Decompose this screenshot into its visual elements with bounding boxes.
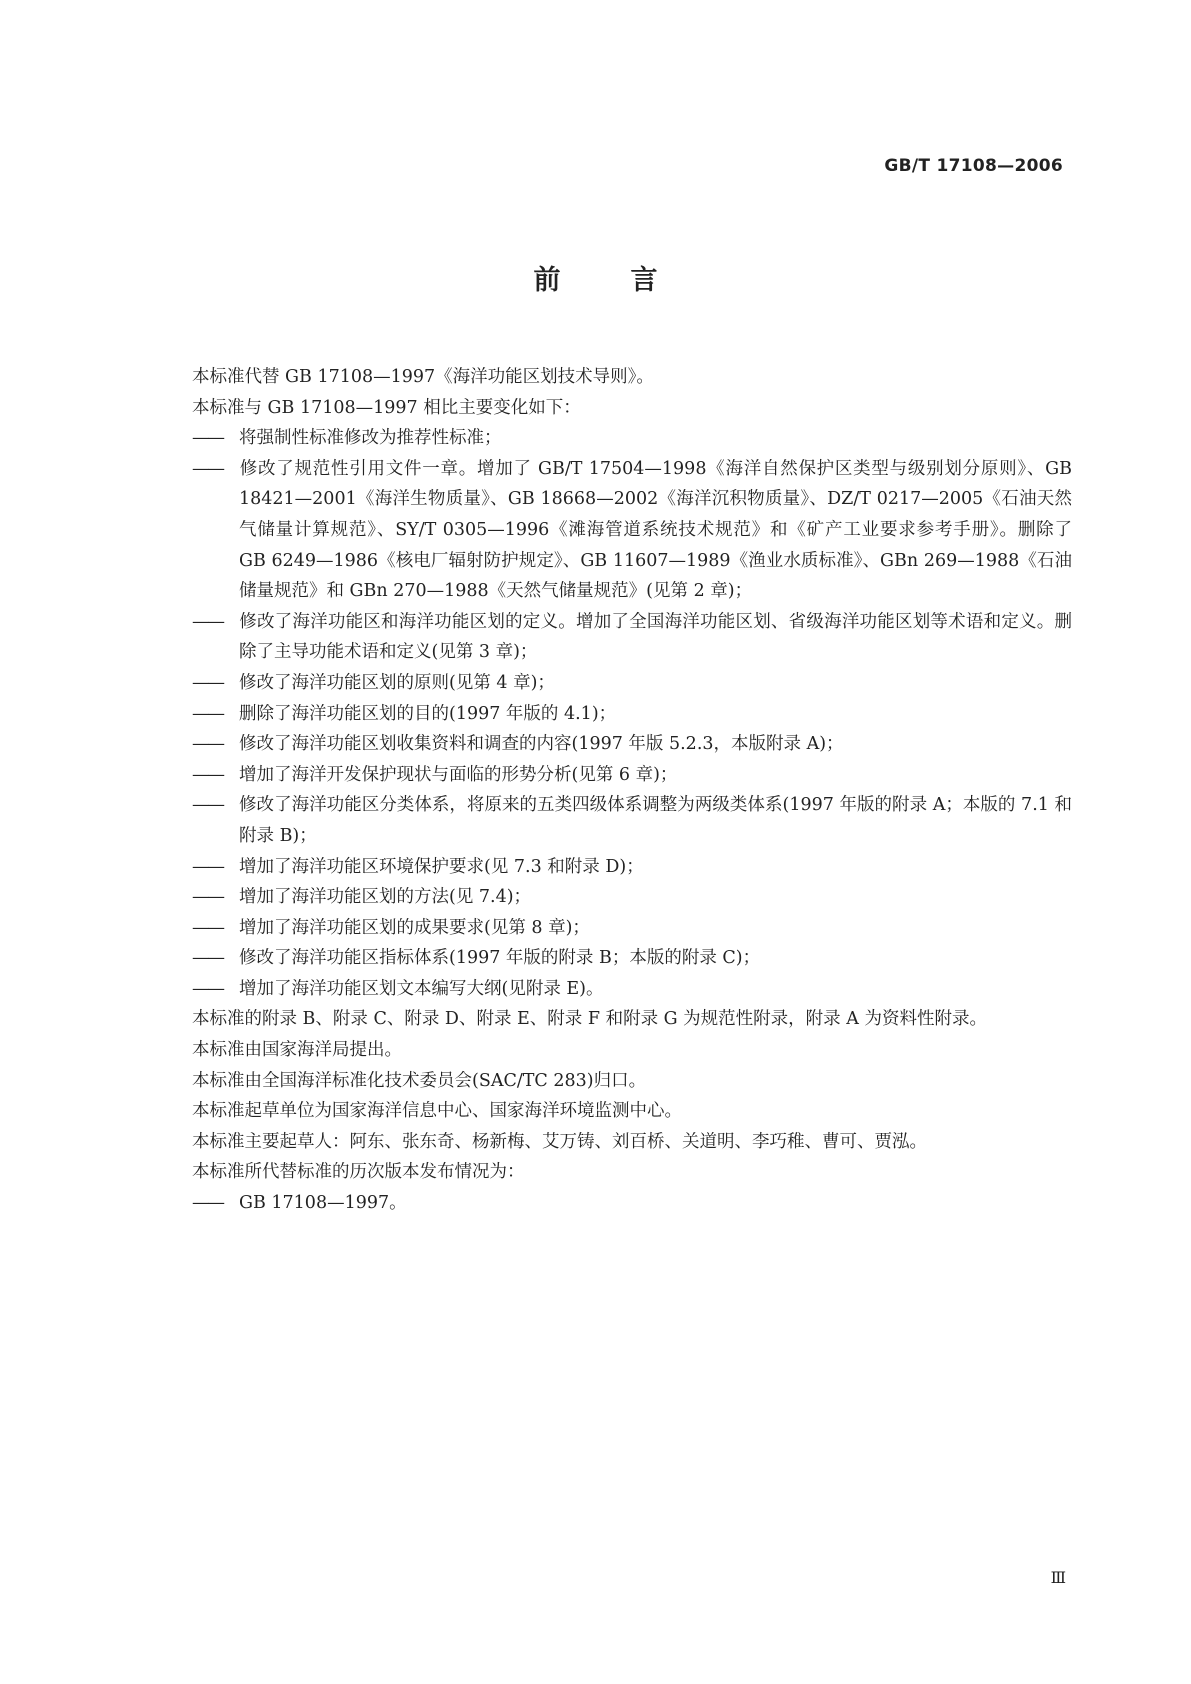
history-item: —— GB 17108—1997。 xyxy=(192,1193,407,1214)
committee-statement: 本标准由全国海洋标准化技术委员会(SAC/TC 283)归口。 xyxy=(192,1070,647,1091)
title-char-1: 前 xyxy=(533,265,561,296)
change-item: —— 增加了海洋功能区划文本编写大纲(见附录 E)。 xyxy=(192,978,604,999)
change-item: —— 修改了海洋功能区划的原则(见第 4 章)； xyxy=(192,672,555,693)
change-item: —— 修改了海洋功能区指标体系(1997 年版的附录 B；本版的附录 C)； xyxy=(192,948,761,969)
change-item: —— 修改了海洋功能区划收集资料和调查的内容(1997 年版 5.2.3，本版附录 A)； xyxy=(192,734,844,755)
page-title xyxy=(0,258,1191,297)
page-number: Ⅲ xyxy=(1050,1568,1066,1587)
intro-paragraph-changes: 本标准与 GB 17108—1997 相比主要变化如下： xyxy=(192,397,581,418)
proposer-statement: 本标准由国家海洋局提出。 xyxy=(192,1040,402,1061)
drafting-units-statement: 本标准起草单位为国家海洋信息中心、国家海洋环境监测中心。 xyxy=(192,1101,682,1122)
change-item: —— 增加了海洋开发保护现状与面临的形势分析(见第 6 章)； xyxy=(192,764,678,785)
change-item: —— 删除了海洋功能区划的目的(1997 年版的 4.1)； xyxy=(192,703,617,724)
change-item: —— 增加了海洋功能区划的方法(见 7.4)； xyxy=(192,887,532,908)
change-item: —— 增加了海洋功能区环境保护要求(见 7.3 和附录 D)； xyxy=(192,856,644,877)
appendix-statement: 本标准的附录 B、附录 C、附录 D、附录 E、附录 F 和附录 G 为规范性附录，附录 A 为资料性附录。 xyxy=(192,1009,987,1030)
history-statement: 本标准所代替标准的历次版本发布情况为： xyxy=(192,1162,525,1183)
title-char-2: 言 xyxy=(630,265,658,296)
intro-paragraph-replaces: 本标准代替 GB 17108—1997《海洋功能区划技术导则》。 xyxy=(192,367,654,387)
change-item: —— 修改了规范性引用文件一章。增加了 GB/T 17504—1998《海洋自然保护区类型与级别划分原则》、GB 18421—2001《海洋生物质量》、GB 18668—2002《海洋沉积物质量》、DZ/T 0217—2005《石油天然气储量计算规范》、SY/T 0305—1996《滩海管道系统技术规范》和《矿产工业要求参考手册》。删除了 GB 6249—1986《核电厂辐射防护规定》、GB 11607—1989《渔业水质标准》、GBn 269—1988《石油储量规范》和 GBn 270—1988《天然气储量规范》(见第 2 章)； xyxy=(192,458,1072,602)
change-item: —— 增加了海洋功能区划的成果要求(见第 8 章)； xyxy=(192,917,590,938)
foreword-body xyxy=(192,362,1072,1219)
change-item: —— 将强制性标准修改为推荐性标准； xyxy=(192,428,502,449)
change-item: —— 修改了海洋功能区和海洋功能区划的定义。增加了全国海洋功能区划、省级海洋功能区划等术语和定义。删除了主导功能术语和定义(见第 3 章)； xyxy=(192,611,1072,663)
standard-number: GB/T 17108—2006 xyxy=(884,156,1063,176)
drafters-statement: 本标准主要起草人：阿东、张东奇、杨新梅、艾万铸、刘百桥、关道明、李巧稚、曹可、贾泓。 xyxy=(192,1131,927,1152)
change-item: —— 修改了海洋功能区分类体系，将原来的五类四级体系调整为两级类体系(1997 年版的附录 A；本版的 7.1 和附录 B)； xyxy=(192,795,1072,846)
